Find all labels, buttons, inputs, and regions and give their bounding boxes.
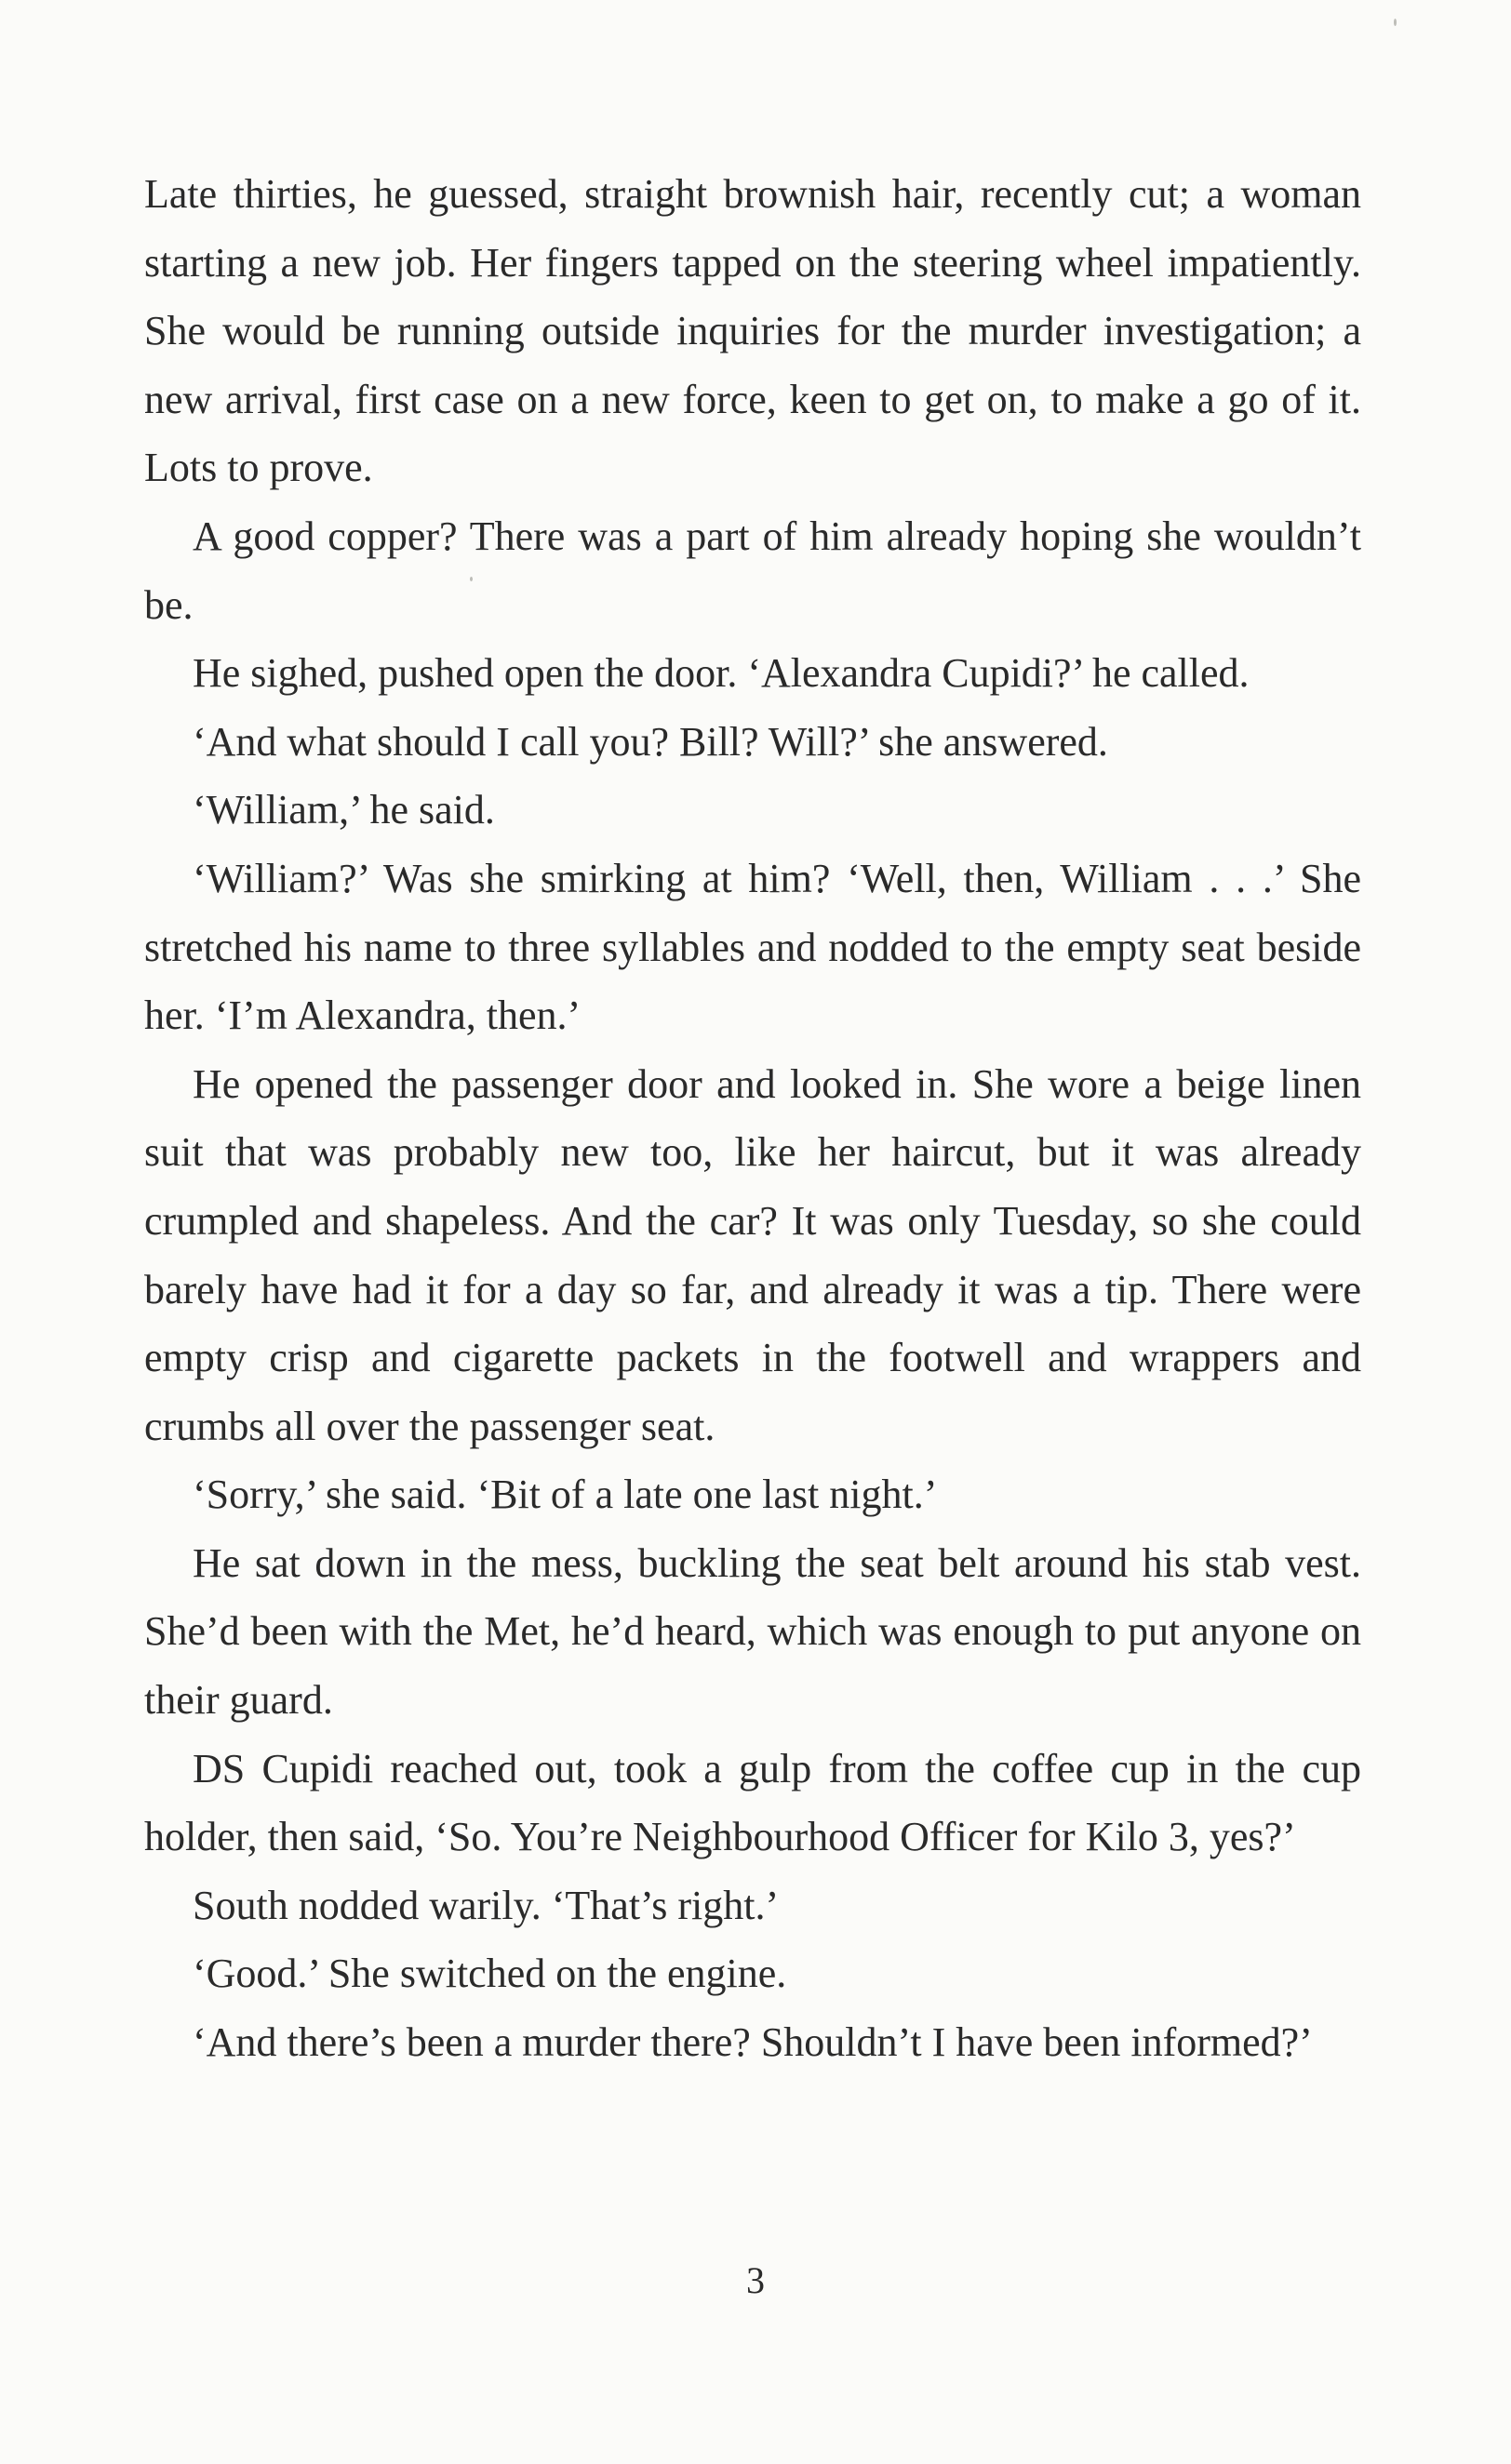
paragraph-11: South nodded warily. ‘That’s right.’ (193, 1882, 780, 1928)
scan-speck (1394, 19, 1397, 26)
paragraph-2: A good copper? There was a part of him already hoping she wouldn’t be. (144, 513, 1361, 628)
paragraph-13: ‘And there’s been a murder there? Shouldn’t I have been informed?’ (193, 2019, 1313, 2066)
paragraph-9: He sat down in the mess, buckling the seat belt around his stab vest. She’d been with the Met, he’d heard, which was enough to put anyone on their guard. (144, 1539, 1361, 1724)
paragraph-12: ‘Good.’ She switched on the engine. (193, 1951, 787, 1997)
paragraph-7: He opened the passenger door and looked in. She wore a beige linen suit that was probably new too, like her haircut, but it was already crumpled and shapeless. And the car? It was only Tuesday, so she could barely have had it for a day so far, and already it was a tip. There were empty crisp and cigarette packets in the footwell and wrappers and crumbs all over the passenger seat. (144, 1060, 1361, 1449)
paragraph-6: ‘William?’ Was she smirking at him? ‘Well, then, William . . .’ She stretched his name to three syllables and nodded to the empty seat beside her. ‘I’m Alexandra, then.’ (144, 855, 1361, 1039)
paragraph-1: Late thirties, he guessed, straight brownish hair, recently cut; a woman starting a new job. Her fingers tapped on the steering wheel impatiently. She would be running outside inquiries for the murder investigation; a new arrival, first case on a new force, keen to get on, to make a go of it. Lots to prove. (144, 171, 1361, 491)
paragraph-5: ‘William,’ he said. (193, 787, 495, 833)
scan-speck (470, 577, 473, 581)
paragraph-4: ‘And what should I call you? Bill? Will?’ she answered. (193, 718, 1108, 765)
paragraph-8: ‘Sorry,’ she said. ‘Bit of a late one last night.’ (193, 1472, 938, 1518)
body-text (144, 160, 1361, 2077)
paragraph-10: DS Cupidi reached out, took a gulp from the coffee cup in the cup holder, then said, ‘So. You’re Neighbourhood Officer for Kilo 3, yes?’ (144, 1745, 1361, 1860)
paragraph-3: He sighed, pushed open the door. ‘Alexandra Cupidi?’ he called. (193, 650, 1250, 697)
page-number: 3 (746, 2259, 765, 2301)
